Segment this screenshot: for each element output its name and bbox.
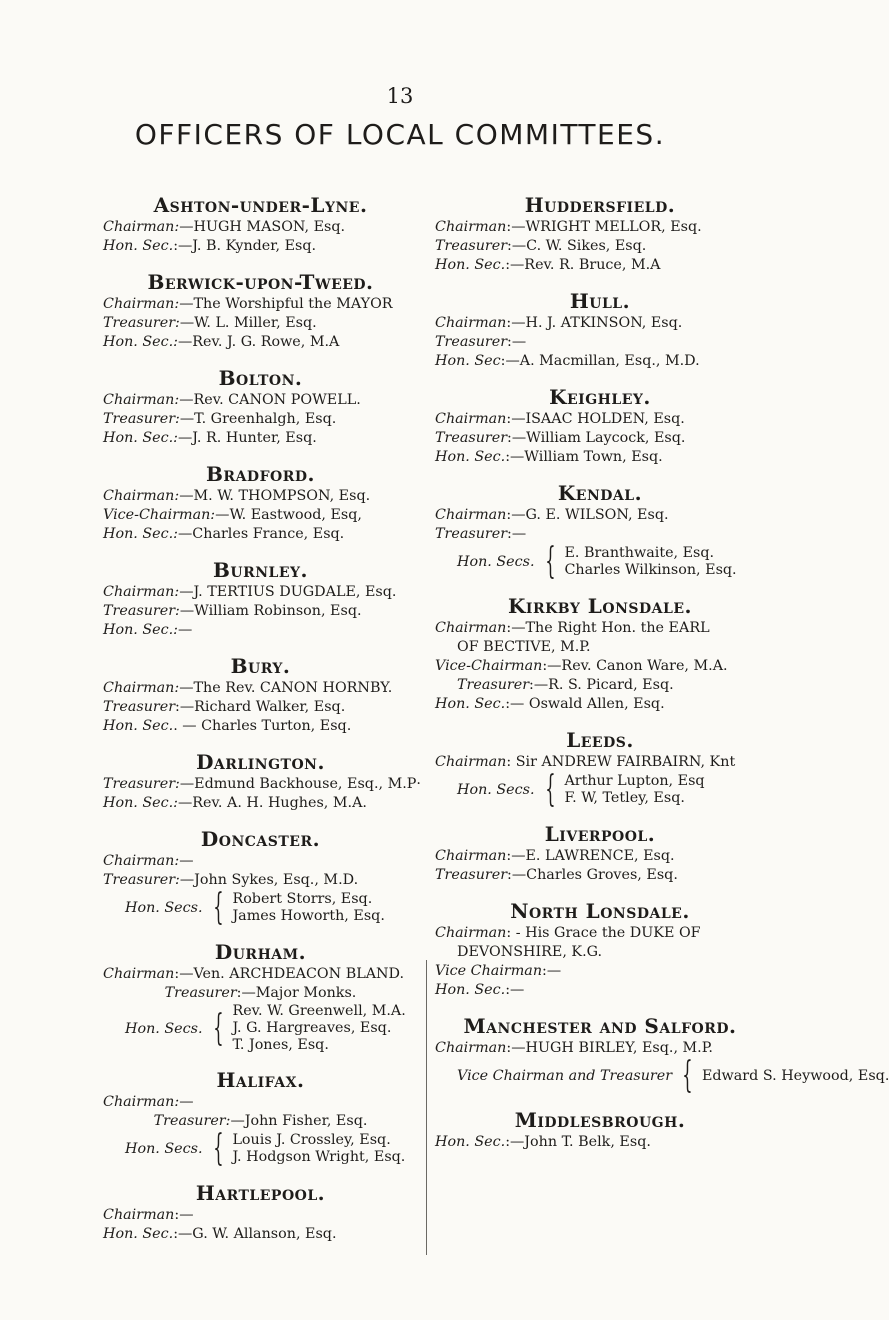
officer-line [103,965,418,984]
town-heading: Kirkby Lonsdale. [508,594,692,618]
officer-names [564,545,736,579]
officer-name: —W. Eastwood, Esq, [215,507,362,523]
officer-role: Treasurer: [153,1113,231,1129]
officer-name: :— [507,334,527,350]
officer-name: —T. Greenhalgh, Esq. [179,411,337,427]
officer-line [435,1133,765,1152]
committee-section [103,939,418,1054]
committee-section [103,749,421,813]
officer-role: Treasurer [164,985,237,1001]
town-heading: Hartlepool. [195,1181,326,1205]
officer-name: Charles Wilkinson, Esq. [564,562,737,578]
officer-role: Hon. Sec.: [103,334,178,350]
officer-line [103,775,421,794]
officer-line [103,717,418,736]
officer-name: :—Rev. Canon Ware, M.A. [542,658,728,674]
officer-role: Hon. Secs. [125,1141,203,1157]
officer-role: Chairman: [103,1094,180,1110]
officer-role: Chairman [435,315,507,331]
officer-name: :—Ven. ARCHDEACON BLAND. [174,966,405,982]
town-heading: North Lonsdale. [510,899,690,923]
officer-line [435,410,765,429]
officer-role: Hon. Secs. [457,554,535,570]
officer-role: Treasurer [435,526,508,542]
officer-line [103,410,418,429]
town-heading: Middlesbrough. [514,1108,686,1132]
officer-role: Treasurer [435,238,508,254]
brace-glyph: { [212,887,224,928]
officer-role: Hon. Sec.: [103,795,178,811]
officer-name: —Rev. A. H. Hughes, M.A. [178,795,367,811]
officer-names [564,773,704,807]
officer-line [435,237,765,256]
officer-name: :—WRIGHT MELLOR, Esq. [506,219,702,235]
officer-name: James Howorth, Esq. [232,908,385,924]
brace-glyph: { [544,769,556,810]
officer-line [435,314,765,333]
officer-name: —John Sykes, Esq., M.D. [179,872,359,888]
committee-section [435,727,765,808]
officer-name: Edward S. Heywood, Esq. [701,1067,889,1084]
officer-name: :—G. W. Allanson, Esq. [173,1226,337,1242]
officer-role: Chairman: [103,488,180,504]
officer-name: T. Jones, Esq. [232,1037,329,1053]
officer-line [103,487,418,506]
officer-line [435,506,765,525]
committee-section [103,192,418,256]
officer-role: Chairman [435,754,507,770]
officer-name: :—HUGH BIRLEY, Esq., M.P. [506,1040,713,1056]
officer-name: :—John T. Belk, Esq. [505,1134,651,1150]
officer-name: :— [507,526,527,542]
town-heading: Bury. [230,654,291,678]
officer-line [435,962,765,981]
officer-group [435,541,765,582]
officer-line [435,619,765,638]
officer-name: Robert Storrs, Esq. [232,891,373,907]
officer-name: :—ISAAC HOLDEN, Esq. [506,411,685,427]
officer-name: :—The Right Hon. the EARL [506,620,710,636]
town-heading: Kendal. [557,481,643,505]
officer-line [435,218,765,237]
officer-name: —John Fisher, Esq. [230,1113,368,1129]
officer-role: Chairman [435,507,507,523]
right-column [435,192,889,1165]
town-heading: Doncaster. [200,827,321,851]
officer-role: Treasurer [435,867,508,883]
officer-line [435,847,765,866]
officer-name: :—Rev. R. Bruce, M.A [505,257,661,273]
officer-role: Treasurer [435,430,508,446]
officer-name: F. W, Tetley, Esq. [564,790,685,806]
town-heading: Huddersfield. [524,193,676,217]
officer-names [232,891,384,925]
officer-line [435,695,765,714]
officer-name: Rev. W. Greenwell, M.A. [232,1003,406,1019]
officer-role: Chairman [103,966,175,982]
officer-name: :—Richard Walker, Esq. [175,699,346,715]
committee-section [435,288,765,371]
officer-group [435,1055,889,1096]
officer-role: Vice-Chairman [435,658,543,674]
officer-line [103,525,418,544]
officer-role: Hon. Sec. [103,718,174,734]
officer-role: Chairman: [103,392,180,408]
officer-name: :—William Laycock, Esq. [507,430,686,446]
town-heading: Ashton-under-Lyne. [153,193,368,217]
officer-name: . — Charles Turton, Esq. [173,718,352,734]
officer-name: —Edmund Backhouse, Esq., M.P· [179,776,421,792]
officer-name: J. Hodgson Wright, Esq. [232,1149,406,1165]
officer-role: Hon. Secs. [125,1020,203,1037]
officer-line [435,256,765,275]
officer-name: :—Major Monks. [236,985,357,1001]
officer-role: Chairman [435,848,507,864]
town-heading: Darlington. [196,750,325,774]
committee-section [103,1067,418,1167]
officer-role: Hon. Sec. [435,449,506,465]
officer-line [435,943,765,962]
officer-name: :—H. J. ATKINSON, Esq. [506,315,683,331]
officer-name: —The Rev. CANON HORNBY. [179,680,393,696]
officer-line [103,314,418,333]
officer-line [435,333,765,352]
officer-names [232,1003,405,1054]
officer-line [103,333,418,352]
officer-role: Treasurer: [103,776,180,792]
officer-group [435,769,765,810]
officer-line [103,583,418,602]
officer-role: Chairman: [103,296,180,312]
officer-names [232,1132,405,1166]
officer-name: J. G. Hargreaves, Esq. [232,1020,392,1036]
officer-name: —W. L. Miller, Esq. [179,315,317,331]
officer-name: — [179,1094,194,1110]
officer-line [435,924,765,943]
officer-name: —Rev. CANON POWELL. [179,392,361,408]
committee-section [435,898,765,1000]
officer-name: —HUGH MASON, Esq. [179,219,346,235]
town-heading: Manchester and Salford. [463,1014,737,1038]
officer-line [103,984,418,1003]
officer-line [103,1093,418,1112]
committee-section [435,593,765,714]
officer-name: :—G. E. WILSON, Esq. [506,507,669,523]
officer-line [103,794,418,813]
officer-line [103,218,418,237]
officer-role: Treasurer [457,677,530,693]
officer-line [103,679,418,698]
committee-section [103,461,418,544]
officer-role: Chairman [435,1040,507,1056]
officer-role: Treasurer: [103,411,180,427]
officer-name: Louis J. Crossley, Esq. [232,1132,391,1148]
officer-role: Hon. Sec. [435,257,506,273]
town-heading: Hull. [569,289,631,313]
town-heading: Burnley. [212,558,309,582]
officer-name: OF BECTIVE, M.P. [457,639,591,655]
officer-role: Chairman [435,219,507,235]
officer-role: Hon. Sec. [103,1226,174,1242]
committee-section [103,557,418,640]
officer-role: Treasurer: [103,315,180,331]
officer-line [103,391,418,410]
town-heading: Durham. [214,940,307,964]
officer-line [435,429,765,448]
officer-line [103,237,418,256]
committee-section [435,480,765,580]
officer-name: :—A. Macmillan, Esq., M.D. [500,353,700,369]
committee-section [103,269,418,352]
brace-glyph: { [212,1007,224,1049]
officer-role: Chairman [435,411,507,427]
officer-name: —J. R. Hunter, Esq. [178,430,317,446]
officer-line [435,676,765,695]
officer-line [103,506,418,525]
officer-name: —Charles France, Esq. [178,526,345,542]
officer-names [702,1068,889,1085]
column-divider [426,960,427,1255]
officer-role: Vice Chairman [435,963,543,979]
officer-line [435,981,765,1000]
town-heading: Halifax. [216,1068,305,1092]
officer-role: Vice Chairman and Treasurer [457,1068,673,1084]
officer-role: Hon. Sec. [435,1134,506,1150]
committee-section [103,653,418,736]
town-heading: Liverpool. [544,822,656,846]
officer-role: Hon. Sec. [103,238,174,254]
officer-line [103,871,418,890]
officer-line [435,866,765,885]
officer-role: Chairman: [103,680,180,696]
officer-role: Chairman [435,925,507,941]
officer-name: —William Robinson, Esq. [179,603,362,619]
officer-name: —M. W. THOMPSON, Esq. [179,488,371,504]
officer-line [435,352,765,371]
officer-role: Hon. Secs. [125,900,203,916]
officer-name: — [178,622,193,638]
officer-line [103,698,418,717]
town-heading: Bolton. [218,366,303,390]
officer-role: Hon. Sec. [435,696,506,712]
town-heading: Berwick-upon-Tweed. [147,270,374,294]
officer-line [103,1225,418,1244]
officer-line [435,638,765,657]
officer-group [103,1128,418,1169]
officer-name: :— [505,982,525,998]
officer-line [435,753,765,772]
officer-line [103,852,418,871]
officer-name: : - His Grace the DUKE OF [506,925,701,941]
officer-name: :—William Town, Esq. [505,449,663,465]
officer-line [103,1112,418,1131]
officer-role: Hon. Secs. [457,782,535,798]
officer-role: Chairman: [103,853,180,869]
officer-line [435,1039,765,1058]
officer-line [435,657,765,676]
brace-glyph: { [682,1055,693,1096]
officer-name: — [179,853,194,869]
officer-role: Hon. Sec [435,353,501,369]
officer-line [435,448,765,467]
officer-name: Arthur Lupton, Esq [564,773,705,789]
officer-name: :— [174,1207,194,1223]
officer-name: :— Oswald Allen, Esq. [505,696,665,712]
officer-name: :—R. S. Picard, Esq. [529,677,674,693]
officer-name: —J. TERTIUS DUGDALE, Esq. [179,584,397,600]
committee-section [435,384,765,467]
officer-role: Treasurer: [103,603,180,619]
officer-role: Hon. Sec.: [103,526,178,542]
committee-section [435,1107,765,1152]
officer-line [103,1206,418,1225]
officer-role: Chairman [435,620,507,636]
committee-section [103,826,418,926]
officer-role: Hon. Sec. [435,982,506,998]
officer-role: Treasurer [435,334,508,350]
officer-name: —Rev. J. G. Rowe, M.A [178,334,340,350]
officer-role: Chairman: [103,219,180,235]
officer-name: :— [542,963,562,979]
town-heading: Leeds. [566,728,634,752]
officer-role: Vice-Chairman: [103,507,216,523]
officer-name: DEVONSHIRE, K.G. [457,944,603,960]
officer-line [103,621,418,640]
officer-name: E. Branthwaite, Esq. [564,545,715,561]
officer-name: : Sir ANDREW FAIRBAIRN, Knt [506,754,736,770]
committee-section [435,821,765,885]
town-heading: Keighley. [549,385,651,409]
committee-section [103,365,418,448]
town-heading: Bradford. [206,462,315,486]
committee-section [103,1180,418,1244]
officer-name: :—Charles Groves, Esq. [507,867,678,883]
page-number: 13 [386,84,414,108]
officer-group [103,1003,418,1054]
officer-role: Hon. Sec.: [103,622,178,638]
committee-section [435,1013,889,1096]
officer-line [103,602,418,621]
officer-line [103,295,418,314]
officer-role: Chairman: [103,584,180,600]
committee-section [435,192,765,275]
officer-role: Chairman [103,1207,175,1223]
officer-name: :—J. B. Kynder, Esq. [173,238,317,254]
officer-line [103,429,418,448]
officer-name: :—C. W. Sikes, Esq. [507,238,647,254]
officer-role: Treasurer: [103,872,180,888]
officer-name: :—E. LAWRENCE, Esq. [506,848,675,864]
officer-group [103,887,418,928]
officer-role: Treasurer [103,699,176,715]
officer-name: —The Worshipful the MAYOR [179,296,393,312]
officer-line [435,525,765,544]
page-title: OFFICERS OF LOCAL COMMITTEES. [134,118,666,151]
brace-glyph: { [212,1128,224,1169]
left-column [103,192,421,1257]
brace-glyph: { [544,541,556,582]
officer-role: Hon. Sec.: [103,430,178,446]
